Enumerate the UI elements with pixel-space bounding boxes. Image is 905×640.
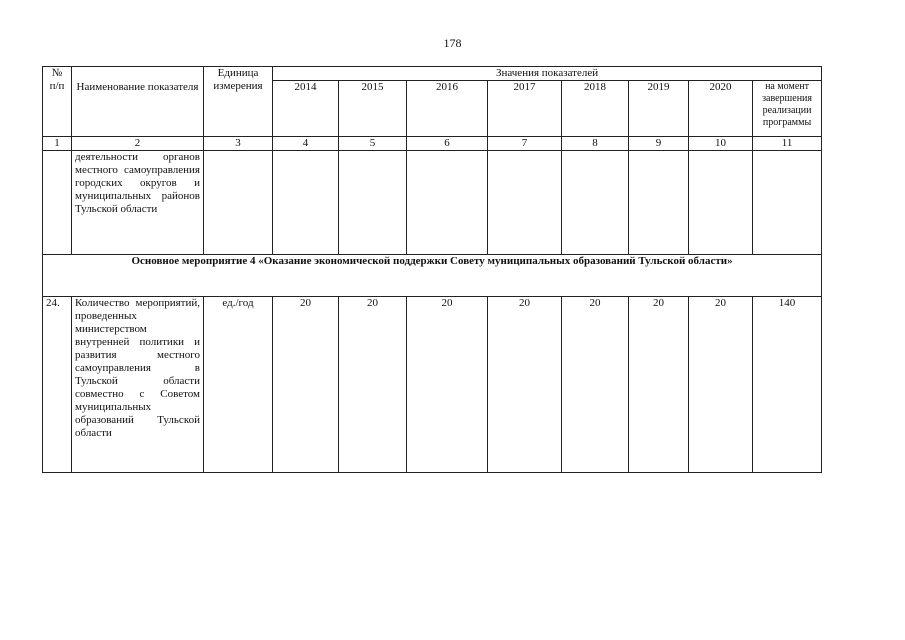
header-year: 2014 [273, 81, 339, 137]
header-year: 2016 [407, 81, 488, 137]
value-cell: 20 [339, 297, 407, 473]
empty-cell [562, 151, 629, 255]
empty-cell [339, 151, 407, 255]
empty-cell [629, 151, 689, 255]
empty-cell [273, 151, 339, 255]
section-title: Основное мероприятие 4 «Оказание экономической поддержки Совету муниципальных образований Тульской области» [43, 255, 822, 297]
indicator-name: Количество мероприятий, проведенных министерством внутренней политики и развития местного самоуправления в Тульской области совместно с Советом муниципальных образований Тульской области [72, 297, 204, 473]
empty-cell [43, 151, 72, 255]
column-number: 9 [629, 137, 689, 151]
row-number: 24. [43, 297, 72, 473]
value-cell-final: 140 [753, 297, 822, 473]
header-unit: Единица измерения [204, 67, 273, 137]
header-name: Наименование показателя [72, 67, 204, 137]
table-row [43, 297, 822, 473]
value-cell: 20 [407, 297, 488, 473]
header-final: на момент завершения реализации программы [753, 81, 822, 137]
empty-cell [689, 151, 753, 255]
header-num: № п/п [43, 67, 72, 137]
empty-cell [204, 151, 273, 255]
value-cell: 20 [689, 297, 753, 473]
header-year: 2015 [339, 81, 407, 137]
column-number: 2 [72, 137, 204, 151]
indicators-table [42, 66, 822, 473]
continued-row [43, 151, 822, 255]
column-number: 1 [43, 137, 72, 151]
header-year: 2018 [562, 81, 629, 137]
column-number: 6 [407, 137, 488, 151]
column-number: 10 [689, 137, 753, 151]
column-number: 7 [488, 137, 562, 151]
column-number: 5 [339, 137, 407, 151]
header-year: 2017 [488, 81, 562, 137]
value-cell: 20 [562, 297, 629, 473]
indicator-name-continued: деятельности органов местного самоуправления городских округов и муниципальных районов Тульской области [72, 151, 204, 255]
column-number: 4 [273, 137, 339, 151]
header-year: 2020 [689, 81, 753, 137]
column-numbers-row [43, 137, 822, 151]
value-cell: 20 [273, 297, 339, 473]
value-cell: 20 [488, 297, 562, 473]
empty-cell [753, 151, 822, 255]
empty-cell [488, 151, 562, 255]
column-number: 8 [562, 137, 629, 151]
page-number: 178 [443, 36, 462, 50]
header-year: 2019 [629, 81, 689, 137]
value-cell: 20 [629, 297, 689, 473]
empty-cell [407, 151, 488, 255]
header-values-group: Значения показателей [273, 67, 822, 81]
section-row [43, 255, 822, 297]
column-number: 11 [753, 137, 822, 151]
header-row-1 [43, 67, 822, 81]
indicator-unit: ед./год [204, 297, 273, 473]
column-number: 3 [204, 137, 273, 151]
